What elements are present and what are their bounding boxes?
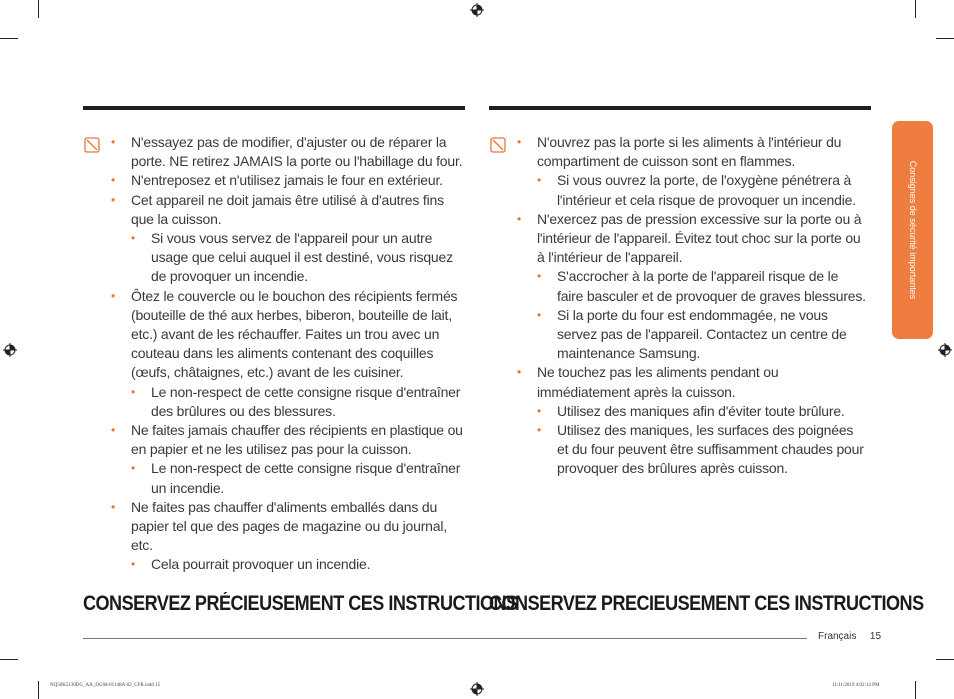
registration-mark-icon (470, 682, 484, 696)
crop-mark (0, 659, 18, 660)
sub-list-item: • Si vous vous servez de l'appareil pour un autre usage que celui auquel il est destiné, vous risquez de provoquer un incendie. (104, 229, 468, 287)
list-item: • N'entreposez et n'utilisez jamais le four en extérieur. (104, 171, 468, 190)
crop-mark (936, 659, 954, 660)
page-number: 15 (869, 631, 882, 642)
list-item: • N'ouvrez pas la porte si les aliments à l'intérieur du compartiment de cuisson sont en flammes. (510, 133, 868, 171)
sub-list-item: • Le non-respect de cette consigne risque d'entraîner des brûlures ou des blessures. (104, 383, 468, 421)
list-item: • Ne faites pas chauffer d'aliments emballés dans du papier tel que des pages de magazine ou du journal, etc. (104, 498, 468, 556)
list-item: • N'exercez pas de pression excessive sur la porte ou à l'intérieur de l'appareil. Évitez tout choc sur la porte ou à l'intérieur de l'appareil. (510, 210, 868, 268)
section-tab-label: Consignes de sécurité importantes (907, 160, 918, 300)
list-item: • N'essayez pas de modifier, d'ajuster ou de réparer la porte. NE retirez JAMAIS la porte ou l'habillage du four. (104, 133, 468, 171)
prohibition-icon (84, 137, 100, 153)
sub-list-item: • Utilisez des maniques afin d'éviter toute brûlure. (510, 402, 868, 421)
registration-mark-icon (3, 343, 17, 357)
crop-mark (38, 681, 39, 699)
list-item: • Ne touchez pas les aliments pendant ou immédiatement après la cuisson. (510, 363, 868, 401)
sub-list-item: • S'accrocher à la porte de l'appareil risque de le faire basculer et de provoquer de graves blessures. (510, 267, 868, 305)
crop-mark (915, 0, 916, 18)
sub-list-item: • Cela pourrait provoquer un incendie. (104, 555, 468, 574)
right-column (510, 133, 868, 479)
section-tab-label-wrap (892, 121, 933, 339)
crop-mark (936, 38, 954, 39)
right-column-rule (489, 106, 871, 110)
crop-mark (915, 681, 916, 699)
left-column (104, 133, 468, 575)
sub-list-item: • Si vous ouvrez la porte, de l'oxygène pénétrera à l'intérieur et cela risque de provoquer un incendie. (510, 171, 868, 209)
print-slug-timestamp: 11/11/2019 4:02:14 PM (832, 683, 880, 688)
sub-list-item: • Si la porte du four est endommagée, ne vous servez pas de l'appareil. Contactez un centre de maintenance Samsung. (510, 306, 868, 364)
crop-mark (38, 0, 39, 18)
footer-rule (83, 638, 807, 639)
left-heading: CONSERVEZ PRÉCIEUSEMENT CES INSTRUCTIONS (83, 592, 518, 615)
crop-mark (0, 38, 18, 39)
footer-language: Français (818, 631, 857, 642)
right-heading: CONSERVEZ PRECIEUSEMENT CES INSTRUCTIONS (489, 592, 924, 615)
list-item: • Cet appareil ne doit jamais être utilisé à d'autres fins que la cuisson. (104, 191, 468, 229)
print-slug-file: NQ50K5130DG_AA_DG68-01148A-02_CFR.indd 15 (50, 683, 161, 688)
prohibition-icon (490, 137, 506, 153)
page-footer (818, 631, 881, 642)
sub-list-item: • Le non-respect de cette consigne risque d'entraîner un incendie. (104, 459, 468, 497)
registration-mark-icon (470, 3, 484, 17)
registration-mark-icon (938, 343, 952, 357)
left-column-rule (83, 106, 465, 110)
list-item: • Ne faites jamais chauffer des récipients en plastique ou en papier et ne les utilisez pas pour la cuisson. (104, 421, 468, 459)
sub-list-item: • Utilisez des maniques, les surfaces des poignées et du four peuvent être suffisamment chaudes pour provoquer des brûlures après cuisson. (510, 421, 868, 479)
list-item: • Ôtez le couvercle ou le bouchon des récipients fermés (bouteille de thé aux herbes, biberon, bouteille de lait, etc.) avant de les réchauffer. Faites un trou avec un couteau dans les aliments contenant des coquilles (œufs, châtaignes, etc.) avant de les cuisiner. (104, 287, 468, 383)
